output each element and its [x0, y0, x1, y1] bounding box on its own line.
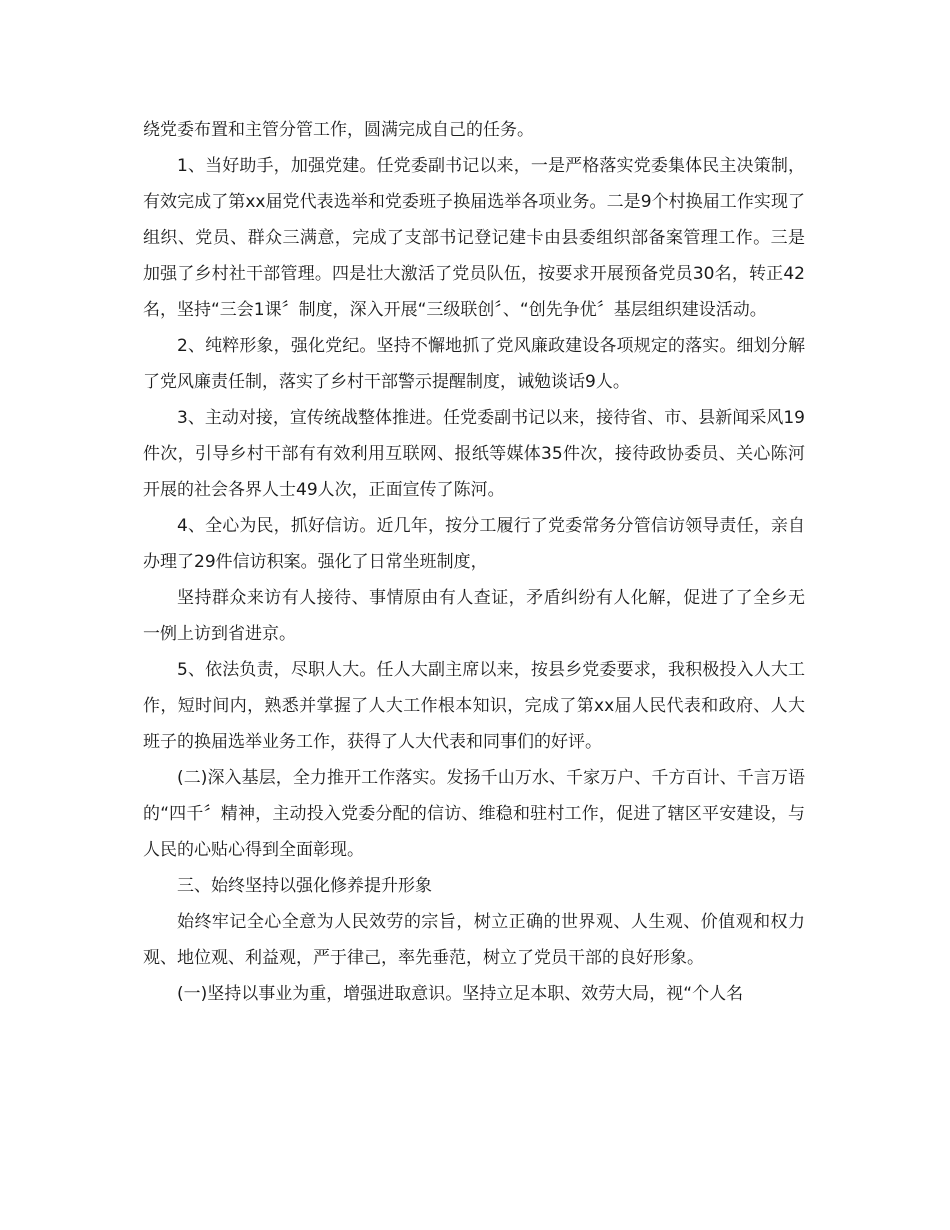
paragraph-11: (一)坚持以事业为重，增强进取意识。坚持立足本职、效劳大局，视“个人名: [177, 984, 744, 1004]
paragraph-6: 坚持群众来访有人接待、事情原由有人查证，矛盾纠纷有人化解，促进了了全乡无一例上访到省进京。: [143, 588, 805, 644]
paragraph-10: 始终牢记全心全意为人民效劳的宗旨，树立正确的世界观、人生观、价值观和权力观、地位观、利益观，严于律己，率先垂范，树立了党员干部的良好形象。: [143, 912, 805, 968]
document-body: [143, 112, 805, 1012]
paragraph-7: 5、依法负责，尽职人大。任人大副主席以来，按县乡党委要求，我积极投入人大工作，短时间内，熟悉并掌握了人大工作根本知识，完成了第xx届人民代表和政府、人大班子的换届选举业务工作，获得了人大代表和同事们的好评。: [143, 660, 805, 752]
paragraph-1: 绕党委布置和主管分管工作，圆满完成自己的任务。: [143, 120, 534, 140]
paragraph-5: 4、全心为民，抓好信访。近几年，按分工履行了党委常务分管信访领导责任，亲自办理了29件信访积案。强化了日常坐班制度，: [143, 516, 805, 572]
section-heading-3: 三、始终坚持以强化修养提升形象: [177, 876, 432, 896]
paragraph-2: 1、当好助手，加强党建。任党委副书记以来，一是严格落实党委集体民主决策制，有效完成了第xx届党代表选举和党委班子换届选举各项业务。二是9个村换届工作实现了组织、党员、群众三满意，完成了支部书记登记建卡由县委组织部备案管理工作。三是加强了乡村社干部管理。四是壮大激活了党员队伍，按要求开展预备党员30名，转正42名，坚持“三会1课〞制度，深入开展“三级联创〞、“创先争优〞基层组织建设活动。: [143, 156, 805, 320]
paragraph-3: 2、纯粹形象，强化党纪。坚持不懈地抓了党风廉政建设各项规定的落实。细划分解了党风廉责任制，落实了乡村干部警示提醒制度，诫勉谈话9人。: [143, 336, 805, 392]
paragraph-4: 3、主动对接，宣传统战整体推进。任党委副书记以来，接待省、市、县新闻采风19件次，引导乡村干部有有效利用互联网、报纸等媒体35件次，接待政协委员、关心陈河开展的社会各界人士49人次，正面宣传了陈河。: [143, 408, 805, 500]
paragraph-8: (二)深入基层，全力推开工作落实。发扬千山万水、千家万户、千方百计、千言万语的“四千〞精神，主动投入党委分配的信访、维稳和驻村工作，促进了辖区平安建设，与人民的心贴心得到全面彰现。: [143, 768, 805, 860]
